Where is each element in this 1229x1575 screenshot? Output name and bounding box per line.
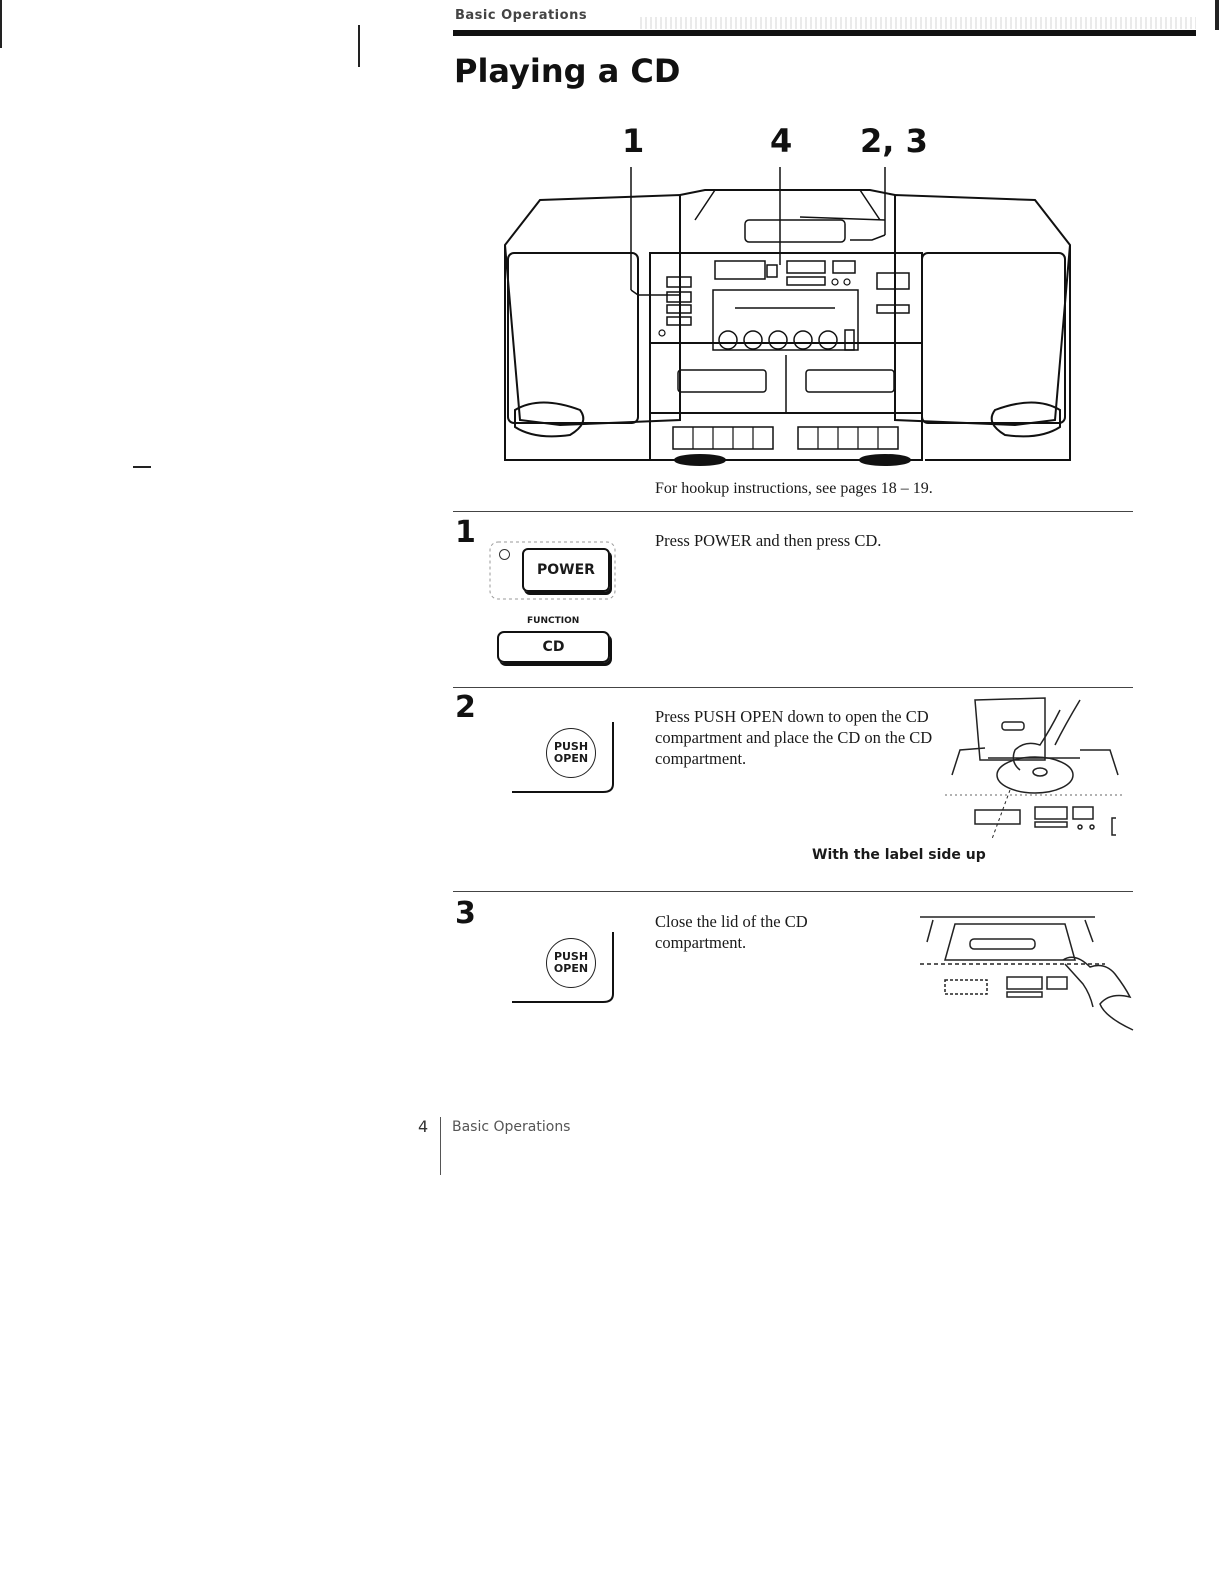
scan-mark-dash	[133, 466, 151, 468]
cd-insert-illustration	[940, 690, 1130, 840]
label-side-caption: With the label side up	[812, 847, 986, 863]
page-number: 4	[418, 1117, 429, 1136]
step-3-number: 3	[455, 896, 476, 931]
step-2-text: Press PUSH OPEN down to open the CD compartment and place the CD on the CD compartment.	[655, 707, 933, 768]
step-3-text: Close the lid of the CD compartment.	[655, 912, 808, 952]
push-open-line2: OPEN	[553, 752, 589, 765]
cd-function-button: CD	[497, 631, 610, 663]
push-open-line1: PUSH	[553, 740, 589, 753]
running-header: Basic Operations	[455, 8, 588, 23]
push-open-button-2	[546, 938, 596, 988]
boombox-illustration	[500, 165, 1075, 470]
step-1-rule	[453, 511, 1133, 512]
header-rule	[453, 30, 1196, 36]
callout-1: 1	[622, 122, 645, 160]
scan-mark-left	[0, 0, 2, 48]
step-1-text: Press POWER and then press CD.	[655, 531, 882, 550]
power-button: POWER	[522, 548, 610, 592]
header-texture	[640, 17, 1196, 29]
footer-divider	[440, 1117, 441, 1175]
push-open-button	[546, 728, 596, 778]
step-2-number: 2	[455, 690, 476, 725]
push-open-2-line1: PUSH	[553, 950, 589, 963]
push-open-2-line2: OPEN	[553, 962, 589, 975]
page-title: Playing a CD	[454, 52, 681, 90]
function-label: FUNCTION	[527, 616, 580, 626]
step-3-rule	[453, 891, 1133, 892]
scan-mark-right	[1215, 0, 1219, 30]
scan-mark-binding	[358, 25, 360, 67]
callout-4: 4	[770, 122, 793, 160]
close-lid-illustration	[915, 912, 1135, 1034]
footer-section: Basic Operations	[452, 1119, 571, 1135]
step-2-rule	[453, 687, 1133, 688]
hookup-caption: For hookup instructions, see pages 18 – 19.	[655, 480, 933, 497]
step-1-number: 1	[455, 515, 476, 550]
callout-2-3: 2, 3	[860, 122, 928, 160]
